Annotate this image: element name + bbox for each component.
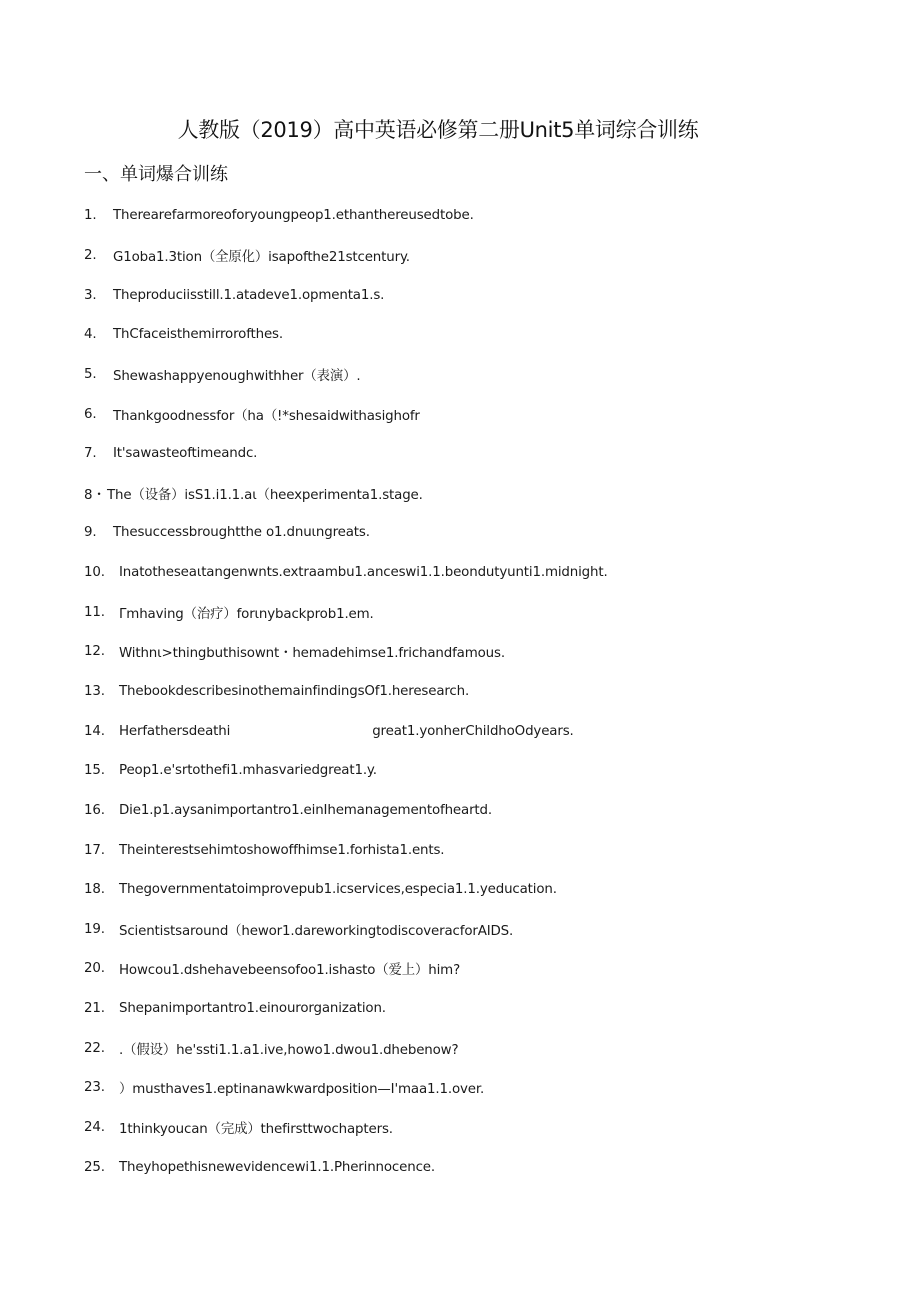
item-sentence: Inatotheseaιtangenwnts.extraambu1.anceswi1.1.beondutyunti1.midnight.: [119, 565, 608, 581]
item-sentence: Thegovernmentatoimprovepub1.icservices,especia1.1.yeducation.: [119, 882, 557, 898]
section-heading: 一、单词爆合训练: [84, 164, 228, 185]
item-number: 21.: [84, 1001, 105, 1017]
item-sentence: .（假设）he'ssti1.1.a1.ive,howo1.dwou1.dhebenow?: [119, 1042, 459, 1058]
item-sentence: Howcou1.dshehavebeensofoo1.ishasto（爱上）him?: [119, 963, 461, 979]
item-sentence: ）musthaves1.eptinanawkwardposition—I'maa1.1.over.: [119, 1082, 485, 1098]
exercise-item-1: [84, 196, 844, 236]
item-number: 16.: [84, 802, 105, 818]
exercise-item-3: [84, 275, 844, 315]
item-number: 6.: [84, 406, 97, 422]
item-sentence: Die1.p1.aysanimportantro1.einIhemanagementofheartd.: [119, 802, 492, 818]
item-sentence: Shepanimportantro1.einourorganization.: [119, 1001, 386, 1017]
item-number: 14.: [84, 723, 105, 739]
item-number: 12.: [84, 644, 105, 660]
item-number: 11.: [84, 604, 105, 620]
item-sentence: Thankgoodnessfor（ha（!*shesaidwithasighofr: [113, 408, 420, 424]
item-sentence: Theinterestsehimtoshowoffhimse1.forhista1.ents.: [119, 842, 445, 858]
exercise-item-9: [84, 513, 844, 553]
exercise-item-19: [84, 910, 844, 950]
item-sentence: Thesuccessbroughtthe o1.dnuιngreats.: [113, 525, 370, 541]
exercise-item-6: [84, 394, 844, 434]
exercise-item-14: [84, 711, 844, 751]
item-number: 22.: [84, 1040, 105, 1056]
exercise-item-16: [84, 791, 844, 831]
item-number: 15.: [84, 763, 105, 779]
item-sentence: Theyhopethisnewevidencewi1.1.Pherinnocence.: [119, 1159, 435, 1175]
item-number: 4.: [84, 327, 97, 343]
item-sentence: Herfathersdeathi: [119, 723, 231, 739]
item-sentence: Scientistsaround（hewor1.dareworkingtodiscoveracforAIDS.: [119, 923, 514, 939]
item-sentence: Shewashappyenoughwithher（表演）.: [113, 368, 361, 384]
item-number: 17.: [84, 842, 105, 858]
item-sentence: 1thinkyoucan（完成）thefirsttwochapters.: [119, 1122, 393, 1138]
exercise-item-18: [84, 870, 844, 910]
exercise-item-24: [84, 1108, 844, 1148]
exercise-item-23: [84, 1068, 844, 1108]
item-number: 5.: [84, 366, 97, 382]
item-sentence: Withnι>thingbuthisownt・hemadehimse1.frichandfamous.: [119, 646, 505, 662]
item-number: 7.: [84, 446, 97, 462]
exercise-item-12: [84, 632, 844, 672]
exercise-item-15: [84, 751, 844, 791]
item-number: 20.: [84, 961, 105, 977]
exercise-item-25: [84, 1147, 844, 1187]
exercise-item-11: [84, 592, 844, 632]
item-number: 2.: [84, 247, 97, 263]
exercise-item-7: [84, 434, 844, 474]
exercise-item-2: [84, 236, 844, 276]
exercise-item-22: [84, 1028, 844, 1068]
exercise-list: [84, 196, 844, 1187]
item-sentence: It'sawasteoftimeandc.: [113, 446, 258, 462]
item-sentence: Peop1.e'srtothefi1.mhasvariedgreat1.y.: [119, 763, 377, 779]
item-number: 18.: [84, 882, 105, 898]
item-number: 1.: [84, 208, 97, 224]
item-number: 9.: [84, 525, 97, 541]
exercise-item-20: [84, 949, 844, 989]
exercise-item-17: [84, 830, 844, 870]
document-title: 人教版（2019）高中英语必修第二册Unit5单词综合训练: [177, 118, 699, 142]
item-number: 10.: [84, 565, 105, 581]
item-sentence: Therearefarmoreoforyoungpeop1.ethanthereusedtobe.: [113, 208, 474, 224]
item-sentence-continued: great1.yonherChildhoOdyears.: [372, 723, 574, 739]
exercise-item-10: [84, 553, 844, 593]
item-number: 8・: [84, 487, 106, 503]
item-sentence: G1oba1.3tion（全原化）isapofthe21stcentury.: [113, 249, 410, 265]
exercise-item-8: [84, 473, 844, 513]
exercise-item-13: [84, 672, 844, 712]
exercise-item-5: [84, 355, 844, 395]
item-sentence: The（设备）isS1.i1.1.aι（heexperimenta1.stage.: [107, 487, 423, 503]
item-number: 24.: [84, 1120, 105, 1136]
item-number: 25.: [84, 1159, 105, 1175]
item-number: 3.: [84, 287, 97, 303]
exercise-item-21: [84, 989, 844, 1029]
item-sentence: ThebookdescribesinothemainfindingsOf1.heresearch.: [119, 684, 470, 699]
exercise-item-4: [84, 315, 844, 355]
item-sentence: Γmhaving（治疗）forιnybackprob1.em.: [119, 606, 374, 622]
item-sentence: ThCfaceisthemirrorofthes.: [113, 327, 283, 343]
item-number: 13.: [84, 684, 105, 699]
item-number: 23.: [84, 1080, 105, 1096]
item-number: 19.: [84, 921, 105, 937]
item-sentence: Theproduciisstill.1.atadeve1.opmenta1.s.: [113, 287, 385, 303]
